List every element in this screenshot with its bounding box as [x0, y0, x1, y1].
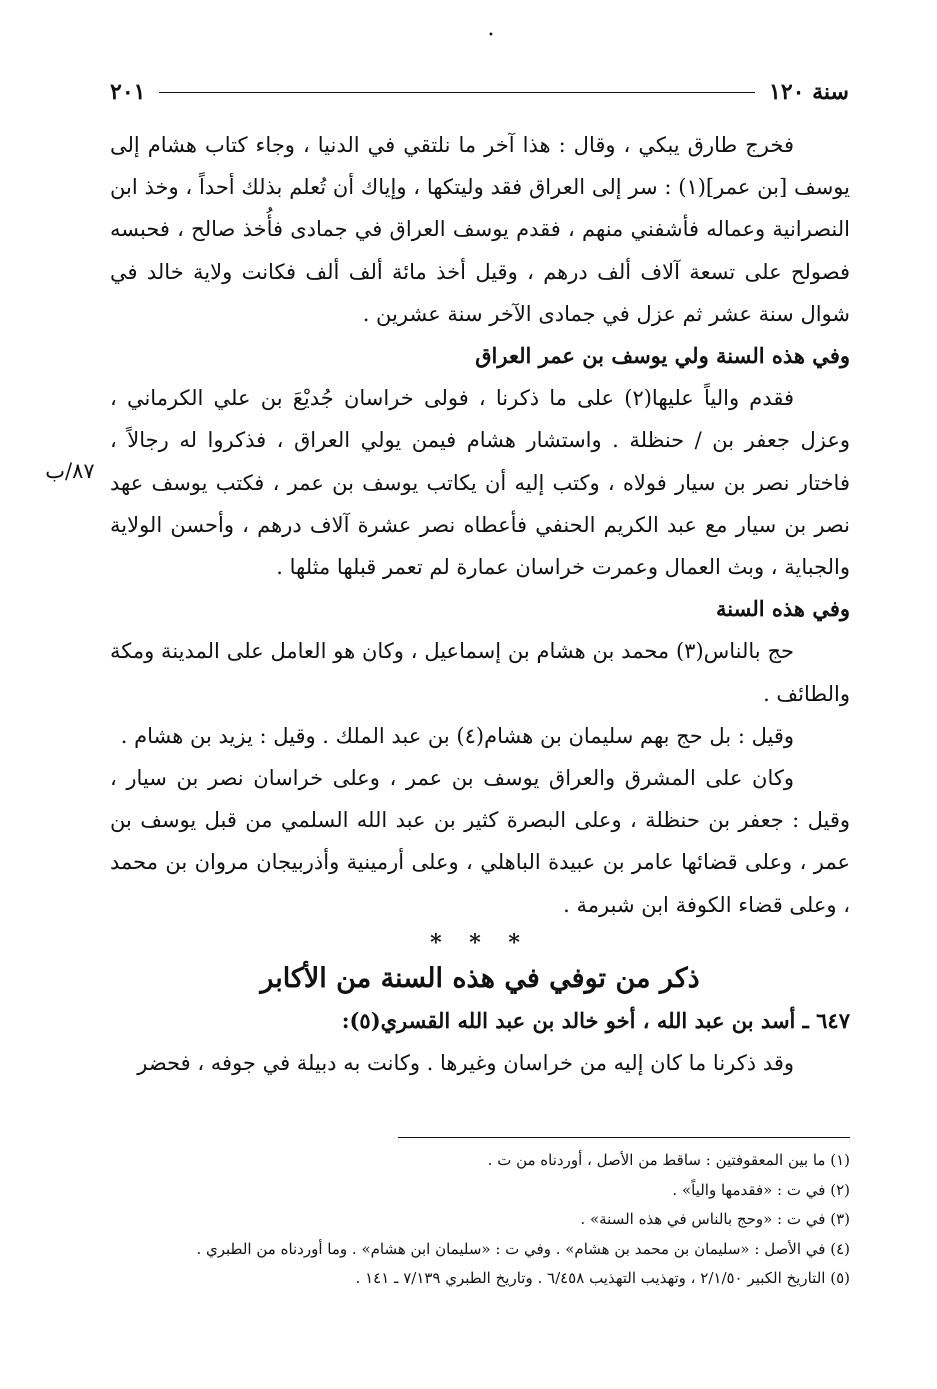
biography-text: وقد ذكرنا ما كان إليه من خراسان وغيرها . وكانت به دبيلة في جوفه ، فحضر: [137, 1051, 794, 1076]
paragraph-3: حج بالناس(٣) محمد بن هشام بن إسماعيل ، وكان هو العامل على المدينة ومكة والطائف .: [110, 639, 850, 706]
footnote-3: (٣) في ت : «وحج بالناس في هذه السنة» .: [580, 1210, 850, 1228]
biography-heading: ٦٤٧ ـ أسد بن عبد الله ، أخو خالد بن عبد الله القسري(٥):: [341, 1007, 850, 1033]
manuscript-folio-note: ٨٧/ب: [45, 459, 95, 483]
page-number: ٢٠١: [110, 79, 146, 105]
paragraph-2: فقدم والياً عليها(٢) على ما ذكرنا ، فولى خراسان جُديْعَ بن علي الكرماني ، وعزل جعفر بن / حنظلة . واستشار هشام فيمن يولي العراق ، فذكروا له رجالاً ، فاختار نصر بن سيار فولاه ، وكتب إليه أن يكاتب يوسف بن عمر ، فكتب يوسف عهد نصر بن سيار مع عبد الكريم الحنفي فأعطاه نصر عشرة آلاف درهم ، وأحسن الولاية والجباية ، وبث العمال وعمرت خراسان عمارة لم تعمر قبلها مثلها .: [110, 386, 850, 580]
footnote-5: (٥) التاريخ الكبير ٢/١/٥٠ ، وتهذيب التهذيب ٦/٤٥٨ . وتاريخ الطبري ٧/١٣٩ ـ ١٤١ .: [355, 1269, 850, 1287]
section-separator: * * *: [430, 929, 530, 956]
subheading-this-year: وفي هذه السنة: [716, 596, 850, 622]
section-title: ذكر من توفي في هذه السنة من الأكابر: [260, 962, 700, 994]
main-text: [110, 124, 850, 1084]
footnote-1: (١) ما بين المعقوفتين : ساقط من الأصل ، أوردناه من ت .: [487, 1151, 850, 1169]
paragraph-5: وكان على المشرق والعراق يوسف بن عمر ، وعلى خراسان نصر بن سيار ، وقيل : جعفر بن حنظلة ، وعلى البصرة كثير بن عبد الله السلمي من قبل يوسف بن عمر ، وعلى قضائها عامر بن عبيدة الباهلي ، وعلى أرمينية وأذربيجان مروان بن محمد ، وعلى قضاء الكوفة ابن شبرمة .: [110, 766, 850, 917]
footnotes: [110, 1146, 850, 1294]
paragraph-4: وقيل : بل حج بهم سليمان بن هشام(٤) بن عبد الملك . وقيل : يزيد بن هشام .: [120, 723, 794, 748]
header-rule: [159, 92, 755, 93]
subheading-yusuf: وفي هذه السنة ولي يوسف بن عمر العراق: [475, 343, 850, 369]
footnote-2: (٢) في ت : «فقدمها والياً» .: [672, 1180, 850, 1199]
footnote-rule: [398, 1137, 850, 1138]
footnote-4: (٤) في الأصل : «سليمان بن محمد بن هشام» . وفي ت : «سليمان ابن هشام» . وما أوردناه من الطبري .: [196, 1239, 850, 1258]
running-head-year: سنة ١٢٠: [769, 79, 849, 105]
page-header: [110, 72, 849, 112]
paragraph-1: فخرج طارق يبكي ، وقال : هذا آخر ما نلتقي في الدنيا ، وجاء كتاب هشام إلى يوسف [بن عمر](١) : سر إلى العراق فقد وليتكها ، وإياك أن تُعلم بذلك أحداً ، وخذ ابن النصرانية وعماله فأشفني منهم ، فقدم يوسف العراق في جمادى فأُخذ صالح ، فحبسه فصولح على تسعة آلاف ألف درهم ، وقيل أخذ مائة ألف ألف فكانت ولاية خالد في شوال سنة عشر ثم عزل في جمادى الآخر سنة عشرين .: [110, 133, 850, 326]
scan-mark: •: [488, 30, 494, 41]
